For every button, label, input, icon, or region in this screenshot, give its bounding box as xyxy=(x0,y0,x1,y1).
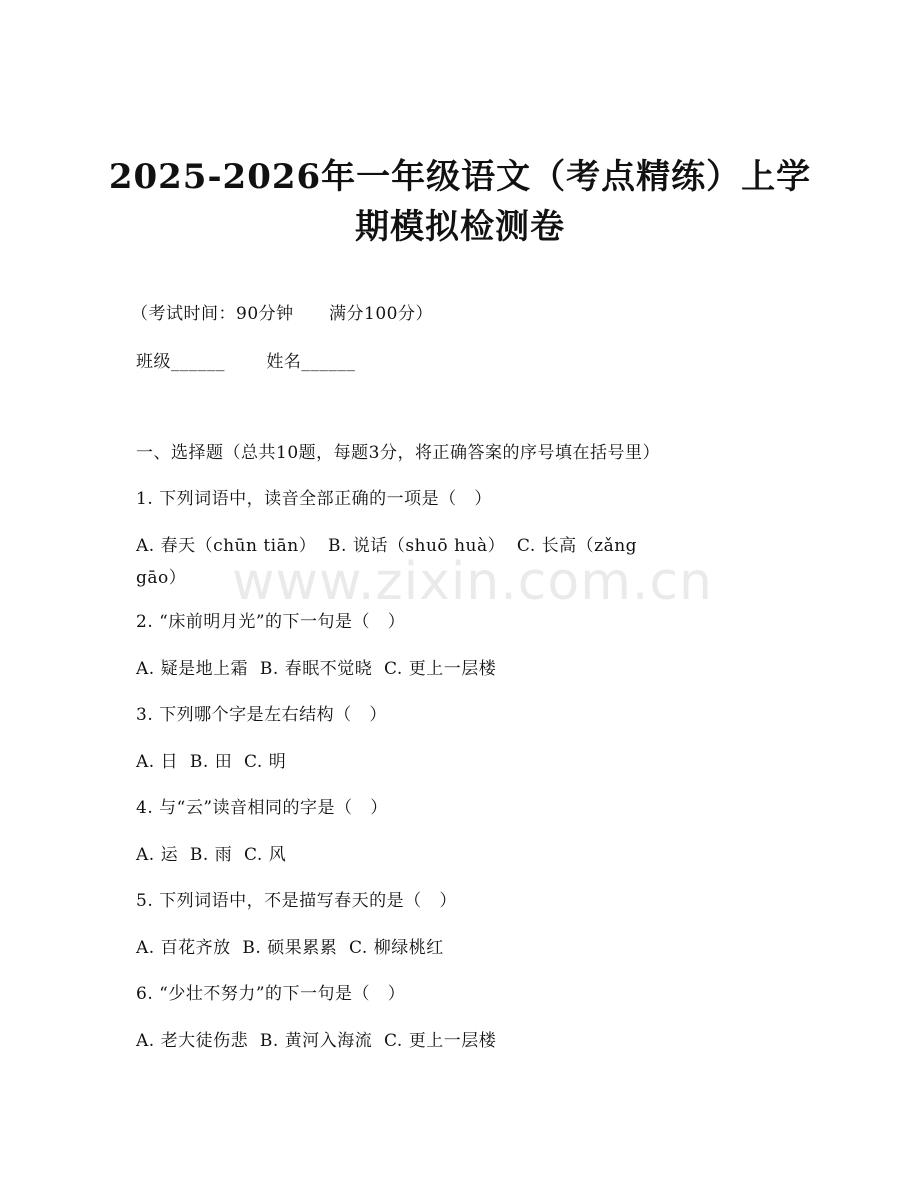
exam-meta: （考试时间：90分钟 满分100分） xyxy=(131,304,434,324)
class-name-fields: 班级______ 姓名______ xyxy=(136,352,356,372)
question-1: 1. 下列词语中，读音全部正确的一项是（ ） xyxy=(136,489,492,509)
question-3: 3. 下列哪个字是左右结构（ ） xyxy=(136,705,387,725)
exam-title-line1: 2025-2026年一年级语文（考点精练）上学 xyxy=(108,157,812,197)
question-1-options-line2: gāo） xyxy=(136,568,187,588)
exam-title-line2: 期模拟检测卷 xyxy=(355,207,565,247)
question-4: 4. 与“云”读音相同的字是（ ） xyxy=(136,798,388,818)
question-2: 2. “床前明月光”的下一句是（ ） xyxy=(136,612,406,632)
question-6-options: A. 老大徒伤悲 B. 黄河入海流 C. 更上一层楼 xyxy=(136,1031,497,1051)
section-heading: 一、选择题（总共10题，每题3分，将正确答案的序号填在括号里） xyxy=(136,443,660,463)
site-watermark: www.zixin.com.cn xyxy=(232,552,713,612)
question-5-options: A. 百花齐放 B. 硕果累累 C. 柳绿桃红 xyxy=(136,938,444,958)
question-4-options: A. 运 B. 雨 C. 风 xyxy=(136,845,287,865)
question-1-options-line1: A. 春天（chūn tiān） B. 说话（shuō huà） C. 长高（zǎng xyxy=(136,536,638,556)
question-2-options: A. 疑是地上霜 B. 春眠不觉晓 C. 更上一层楼 xyxy=(136,659,497,679)
question-6: 6. “少壮不努力”的下一句是（ ） xyxy=(136,984,406,1004)
question-5: 5. 下列词语中，不是描写春天的是（ ） xyxy=(136,891,457,911)
question-3-options: A. 日 B. 田 C. 明 xyxy=(136,752,287,772)
